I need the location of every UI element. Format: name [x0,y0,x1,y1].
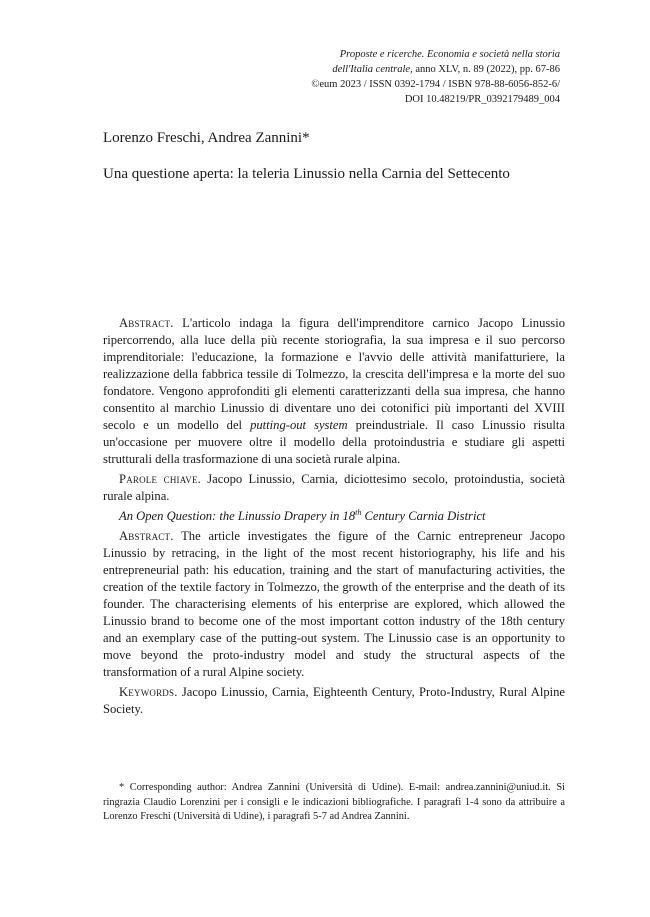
keywords-label-en: Keywords. [119,685,178,699]
abstract-english-text: The article investigates the figure of the Carnic entrepreneur Jacopo Linussio by retracing, in the light of the most recent historiography, his life and his entrepreneurial path: his education, training and the start of manufacturing activities, the creation of the textile factory in Tolmezzo, the growth of the enterprise and the death of its founder. The characterising elements of his enterprise are explored, which allowed the Linussio brand to become one of the most important cotton industry of the 18th century and an exemplary case of the putting-out system. The Linussio case is an opportunity to move beyond the proto-industry model and study the structural aspects of the transformation of a rural Alpine society. [103,529,565,679]
keywords-label: Parole chiave. [119,472,202,486]
article-title: Una questione aperta: la teleria Linussio nella Carnia del Settecento [103,166,510,182]
keywords-english-text: Jacopo Linussio, Carnia, Eighteenth Century, Proto-Industry, Rural Alpine Society. [103,685,565,716]
english-title [103,508,565,525]
footnote [103,781,565,825]
volume-info: , anno XLV, n. 89 (2022), pp. 67-86 [410,64,560,75]
article-authors: Lorenzo Freschi, Andrea Zannini* [103,130,310,146]
english-title-text: An Open Question: the Linussio Drapery in 18 [119,509,356,523]
abstract-italian-italic: putting-out system [250,418,348,432]
doi-line: DOI 10.48219/PR_0392179489_004 [404,94,560,105]
keywords-italian-text: Jacopo Linussio, Carnia, diciottesimo secolo, protoindustia, società rurale alpina. [103,472,565,503]
running-head [200,47,560,107]
english-title-sup: th [355,507,362,517]
abstract-italian-text: L'articolo indaga la figura dell'imprenditore carnico Jacopo Linussio ripercorrendo, alla luce della più recente storiografia, la sua impresa e il suo percorso imprenditoriale: l'educazione, la formazione e l'avvio delle attività manifatturiere, la realizzazione della fabbrica tessile di Tolmezzo, la crescita dell'impresa e la morte del suo fondatore. Vengono approfonditi gli elementi caratterizzanti della sua impresa, che hanno consentito al marchio Linussio di diventare uno dei cotonifici più importanti del XVIII secolo e un modello del [103,316,565,432]
footnote-text: * Corresponding author: Andrea Zannini (Università di Udine). E-mail: andrea.zannini@uniud.it. Si ringrazia Claudio Lorenzini per i consigli e le indicazioni bibliografiche. I paragrafi 1-4 sono da attribuire a Lorenzo Freschi (Università di Udine), i paragrafi 5-7 ad Andrea Zannini. [103,782,565,822]
copyright-line: ©eum 2023 / ISSN 0392-1794 / ISBN 978-88-6056-852-6/ [311,79,560,90]
journal-title: Proposte e ricerche. Economia e società nella storia [339,49,560,60]
english-title-text-end: Century Carnia District [361,509,486,523]
abstract-italian [103,315,565,468]
abstract-label: Abstract. [119,316,174,330]
keywords-english [103,684,565,718]
abstract-label-en: Abstract. [119,529,174,543]
keywords-italian [103,471,565,505]
abstract-section [103,315,565,721]
abstract-english [103,528,565,681]
journal-title-cont: dell'Italia centrale [332,64,411,75]
abstract-italian-text-end: preindustriale. Il caso Linussio risulta un'occasione per muovere oltre il modello della protoindustria e studiare gli aspetti strutturali della trasformazione di una società rurale alpina. [103,418,565,466]
